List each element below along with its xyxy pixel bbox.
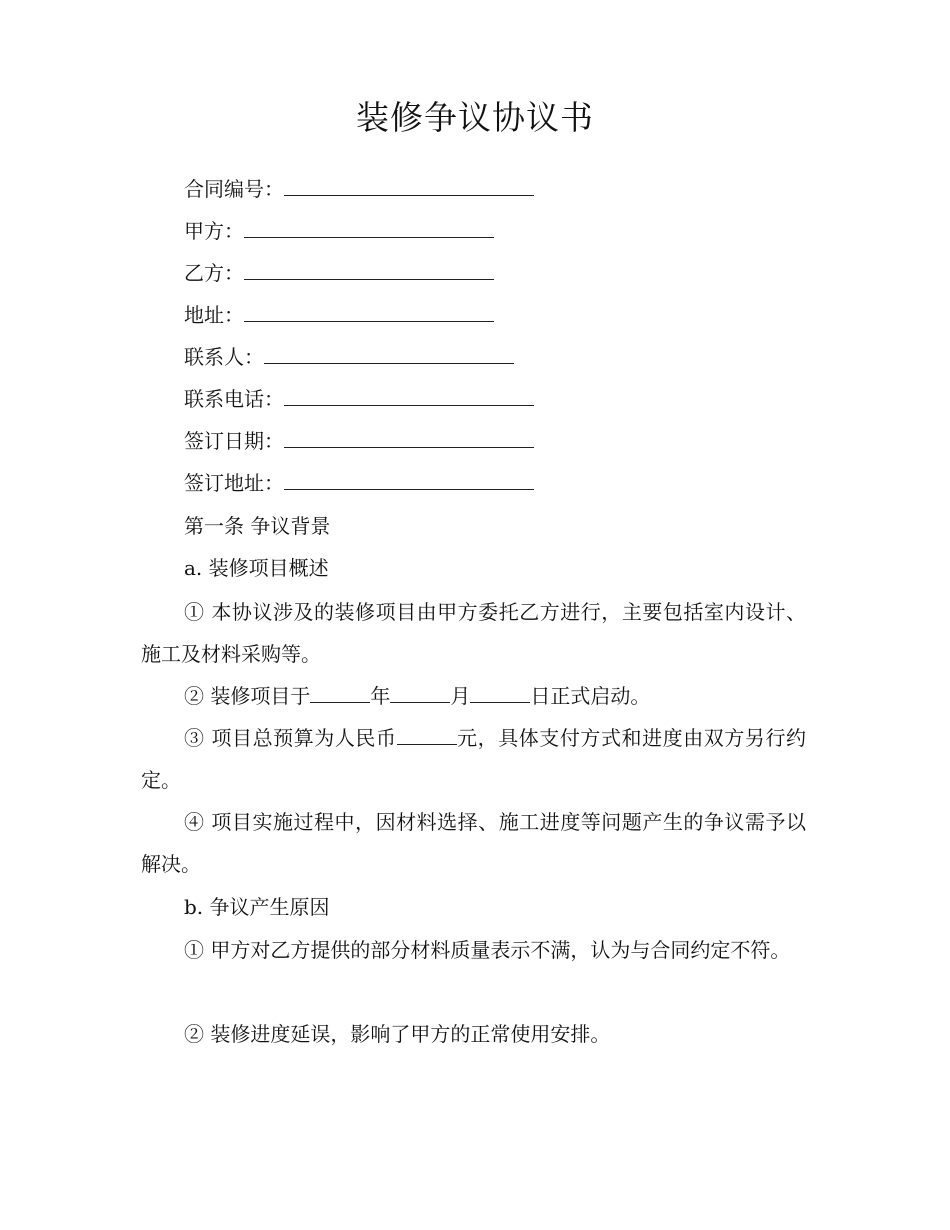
clause-a2 (141, 675, 806, 717)
fill-in-blank[interactable] (264, 343, 514, 364)
fill-in-blank[interactable] (244, 301, 494, 322)
section-heading-a: a. 装修项目概述 (184, 556, 329, 580)
year-label: 年 (370, 684, 391, 708)
field-address (184, 301, 494, 329)
field-contact-person (184, 343, 514, 371)
field-party-a (184, 217, 494, 245)
field-sign-place (184, 469, 534, 497)
field-label: 甲方： (184, 219, 244, 243)
fill-in-blank[interactable] (244, 259, 494, 280)
field-contract-number (184, 175, 534, 203)
field-label: 联系人： (184, 345, 264, 369)
document-title: 装修争议协议书 (356, 98, 594, 137)
clause-b2: ② 装修进度延误，影响了甲方的正常使用安排。 (184, 1022, 611, 1046)
fill-in-blank[interactable] (284, 427, 534, 448)
clause-a3 (141, 717, 806, 801)
clause-text: ③ 项目总预算为人民币 (184, 726, 397, 750)
clause-b1: ① 甲方对乙方提供的部分材料质量表示不满，认为与合同约定不符。 (184, 938, 791, 962)
field-label: 合同编号： (184, 177, 284, 201)
month-label: 月 (450, 684, 471, 708)
clause-a4: ④ 项目实施过程中，因材料选择、施工进度等问题产生的争议需予以解决。 (141, 810, 806, 876)
fill-in-blank[interactable] (244, 217, 494, 238)
clause-text: ② 装修项目于 (184, 684, 311, 708)
field-label: 签订地址： (184, 471, 284, 495)
field-sign-date (184, 427, 534, 455)
field-label: 签订日期： (184, 429, 284, 453)
field-party-b (184, 259, 494, 287)
month-blank[interactable] (390, 684, 450, 703)
fill-in-blank[interactable] (284, 469, 534, 490)
field-contact-phone (184, 385, 534, 413)
section-heading-b: b. 争议产生原因 (184, 895, 330, 919)
field-label: 乙方： (184, 261, 244, 285)
article-heading: 第一条 争议背景 (184, 514, 331, 538)
year-blank[interactable] (310, 684, 370, 703)
day-blank[interactable] (470, 684, 530, 703)
field-label: 地址： (184, 303, 244, 327)
clause-a1: ① 本协议涉及的装修项目由甲方委托乙方进行，主要包括室内设计、施工及材料采购等。 (141, 600, 806, 666)
fill-in-blank[interactable] (284, 385, 534, 406)
amount-blank[interactable] (397, 726, 457, 745)
day-label: 日正式启动。 (530, 684, 651, 708)
field-label: 联系电话： (184, 387, 284, 411)
clause-text: 元，具体支付方式和进度由双方另行约定。 (141, 726, 807, 792)
fill-in-blank[interactable] (284, 175, 534, 196)
